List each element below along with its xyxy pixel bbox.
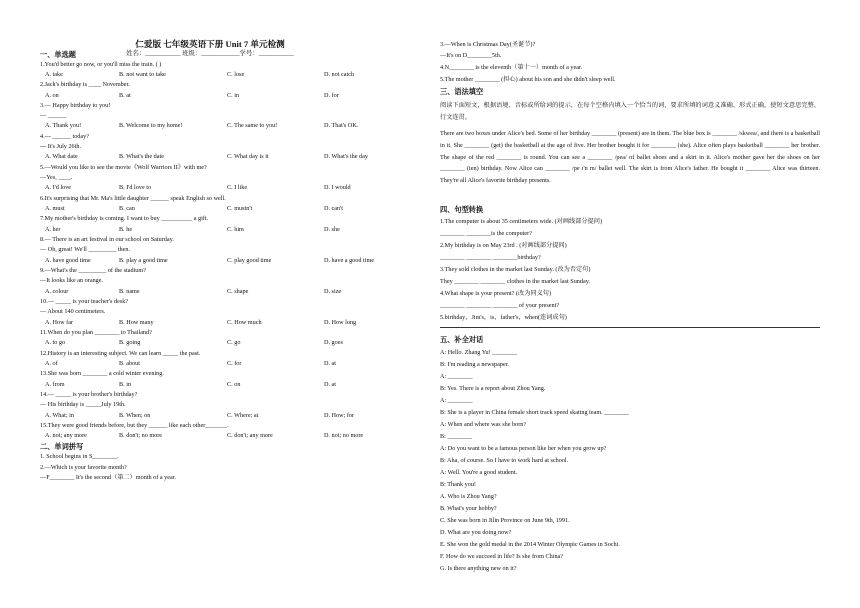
answer-option: C. The same to you! bbox=[227, 122, 278, 129]
answer-option: B. not want to take bbox=[119, 71, 166, 78]
student-info-line: 姓名：___________ 班级：____________学号：___________ bbox=[126, 50, 294, 57]
question-line: 3.— Happy birthday to you! bbox=[40, 102, 111, 109]
question-line: — His birthday is _____July 19th. bbox=[40, 401, 126, 408]
question-line: A: Do you want to be a famous person like her when you grow up? bbox=[440, 445, 607, 452]
answer-option: A. take bbox=[45, 71, 63, 78]
question-line: 10.— _____ is your teacher's desk? bbox=[40, 298, 129, 305]
answer-option: D. What's the day bbox=[324, 153, 368, 160]
answer-option: B. he bbox=[119, 226, 133, 233]
answer-option: D. for bbox=[324, 92, 339, 99]
question-line: — Oh, great! We'll _________ then. bbox=[40, 246, 131, 253]
answer-option: A. from bbox=[45, 381, 65, 388]
question-line: 1. School begins in S________. bbox=[40, 453, 119, 460]
question-line: B: Yes. There is a report about Zhou Yang. bbox=[440, 385, 546, 392]
answer-option: B. When; on bbox=[119, 412, 151, 419]
answer-option: D. size bbox=[324, 288, 342, 295]
answer-option: B. can bbox=[119, 205, 135, 212]
answer-option: C. him bbox=[227, 226, 244, 233]
answer-option: C. What day is it bbox=[227, 153, 269, 160]
question-line: 5.—Would you like to see the movie《Wolf Warriors II》with me? bbox=[40, 164, 207, 171]
section-heading: 四、句型转换 bbox=[440, 206, 484, 214]
question-line: A: When and where was she born? bbox=[440, 421, 527, 428]
answer-option: C. play good time bbox=[227, 257, 272, 264]
question-line: 5.The mother ________ (担心) about his son and she didn't sleep well. bbox=[440, 76, 616, 83]
question-line: B: ________ bbox=[440, 433, 473, 440]
answer-option: B. at bbox=[119, 92, 131, 99]
answer-option: D. How; for bbox=[324, 412, 355, 419]
grammar-instruction: 阅读下面短文，根据语境、音标或所给词的提示，在每个空格内填入一个恰当的词，要求所填的词意义准确、形式正确，使短文意思完整、行文连贯。 bbox=[440, 102, 820, 121]
answer-option: B. don't; no more bbox=[119, 432, 163, 439]
answer-option: A. How far bbox=[45, 319, 74, 326]
question-line: 4.What shape is your present? (改为同义句) bbox=[440, 290, 552, 297]
question-line: 8.— There is an art festival in our school on Saturday. bbox=[40, 236, 174, 243]
question-line: A: ________ bbox=[440, 373, 473, 380]
question-line: 9.—What's the _________ of the stadium? bbox=[40, 267, 146, 274]
answer-option: B. name bbox=[119, 288, 140, 295]
answer-option: C. shape bbox=[227, 288, 249, 295]
answer-option: D. not; no more bbox=[324, 432, 364, 439]
answer-option: B. Welcome to my home! bbox=[119, 122, 183, 129]
section-heading: 三、语法填空 bbox=[440, 88, 484, 96]
question-line: A: ________ bbox=[440, 397, 473, 404]
question-line: A: Well. You're a good student. bbox=[440, 469, 518, 476]
question-line: E. She won the gold medal in the 2014 Winter Olympic Games in Sochi. bbox=[440, 541, 620, 548]
question-line: — ______ bbox=[40, 112, 67, 119]
question-line: 3.—When is Christmas Day(圣诞节)? bbox=[440, 41, 536, 48]
question-line: 5.birthday，Jim's，is，father's，when(连词成句) bbox=[440, 314, 567, 321]
answer-option: C. don't; any more bbox=[227, 432, 273, 439]
answer-option: C. in bbox=[227, 92, 240, 99]
question-line: --- It's July 26th. bbox=[40, 143, 81, 150]
answer-option: C. How much bbox=[227, 319, 262, 326]
answer-option: A. her bbox=[45, 226, 61, 233]
answer-option: D. at bbox=[324, 360, 337, 367]
question-line: B: Aha, of course. So I have to work hard at school. bbox=[440, 457, 569, 464]
answer-option: B. in bbox=[119, 381, 132, 388]
section-heading: 二、单词拼写 bbox=[40, 443, 84, 451]
answer-option: C. I like bbox=[227, 184, 248, 191]
question-line: G. Is there anything new on it? bbox=[440, 565, 517, 572]
question-line: —It looks like an orange. bbox=[40, 277, 104, 284]
answer-option: D. at bbox=[324, 381, 337, 388]
divider-line bbox=[440, 327, 820, 328]
answer-option: A. must bbox=[45, 205, 65, 212]
question-line: A: Hello. Zhang Yu! ________ bbox=[440, 349, 517, 356]
question-line: 14.— _____ is your brother's birthday? bbox=[40, 391, 138, 398]
question-line: 12.History is an interesting subject. We can learn _____ the past. bbox=[40, 350, 201, 357]
answer-option: D. That's OK. bbox=[324, 122, 359, 129]
question-line: 1.The computer is about 35 centimeters wide. (对画线部分提问) bbox=[440, 218, 603, 225]
answer-option: A. I'd love bbox=[45, 184, 72, 191]
question-line: ________ ________is the computer? bbox=[440, 230, 532, 237]
question-line: They ________ ________ clothes in the market last Sunday. bbox=[440, 278, 590, 285]
question-line: 4.--- ______ today? bbox=[40, 133, 89, 140]
answer-option: A. Thank you! bbox=[45, 122, 82, 129]
question-line: —F________ It's the second（第二）month of a year. bbox=[40, 474, 177, 481]
answer-option: D. How long bbox=[324, 319, 357, 326]
page-title: 仁爱版 七年级英语下册 Unit 7 单元检测 bbox=[135, 39, 285, 49]
answer-option: D. she bbox=[324, 226, 340, 233]
answer-option: B. What's the date bbox=[119, 153, 164, 160]
question-line: B: She is a player in China female short track speed skating team. ________ bbox=[440, 409, 630, 416]
answer-option: B. going bbox=[119, 339, 141, 346]
answer-option: A. What date bbox=[45, 153, 78, 160]
answer-option: B. How many bbox=[119, 319, 154, 326]
question-line: 3.They sold clothes in the market last Sunday. (改为否定句) bbox=[440, 266, 591, 273]
question-line: A. Who is Zhou Yang? bbox=[440, 493, 497, 500]
section-heading: 一、单选题 bbox=[40, 51, 76, 59]
question-line: 4.N________ is the eleventh（第十一）month of a year. bbox=[440, 64, 583, 71]
answer-option: C. for bbox=[227, 360, 242, 367]
question-line: 7.My mother's birthday is coming. I want to buy __________ a gift. bbox=[40, 215, 209, 222]
answer-option: C. go bbox=[227, 339, 241, 346]
answer-option: A. colour bbox=[45, 288, 69, 295]
question-line: 2.My birthday is on May 23rd . (对画线部分提问) bbox=[440, 242, 567, 249]
question-line: 6.It's surprising that Mr. Ma's little daughter ______ speak English so well. bbox=[40, 195, 226, 202]
question-line: B. What's your hobby? bbox=[440, 505, 497, 512]
answer-option: D. can't bbox=[324, 205, 343, 212]
answer-option: A. What; in bbox=[45, 412, 74, 419]
answer-option: A. to go bbox=[45, 339, 66, 346]
question-line: ________ ________ ________birthday? bbox=[440, 254, 541, 261]
answer-option: A. have good time bbox=[45, 257, 91, 264]
question-line: 11.When do you plan ________ to Thailand? bbox=[40, 329, 152, 336]
question-line: 2.Jack's birthday is ____ November. bbox=[40, 81, 130, 88]
answer-option: D. I would bbox=[324, 184, 351, 191]
question-line: F. How do we succeed in life? Is she from China? bbox=[440, 553, 564, 560]
answer-option: D. goes bbox=[324, 339, 343, 346]
answer-option: C. mustn't bbox=[227, 205, 253, 212]
question-line: —It's on D________5th. bbox=[440, 52, 502, 59]
question-line: —Yes, ____. bbox=[40, 174, 73, 181]
grammar-passage: There are two boxes under Alice's bed. Some of her birthday ________ (present) are in them. The blue box is ________ /skwea/, and there is a basketball in it. She ________ (get) the basketball at the age of five. Her brother bought it for ________ (she). Alice often plays basketball ________ her brother. The shape of the red ________ is round. You can see a ________ /pea/ of ballet shoes and a skirt in it. Alice's mother gave her the shoes on her ________ (ten) birthday. Now Alice can ________ /pe ɪ'n m/ ballet well. The skirt is from Alice's father. He bought it ________ Alice was thirteen. They're all Alice's favorite birthday presents. bbox=[440, 130, 820, 185]
answer-option: D. not catch bbox=[324, 71, 355, 78]
question-line: — About 140 centimeters. bbox=[40, 308, 106, 315]
question-line: ________ ________ ________ of your present? bbox=[440, 302, 560, 309]
answer-option: B. about bbox=[119, 360, 140, 367]
answer-option: A. of bbox=[45, 360, 58, 367]
answer-option: D. have a good time bbox=[324, 257, 375, 264]
question-line: B: Thank you! bbox=[440, 481, 476, 488]
question-line: D. What are you doing now? bbox=[440, 529, 512, 536]
question-line: 13.She was born ________ a cold winter evening. bbox=[40, 370, 164, 377]
question-line: 2.—Which is your favorite month? bbox=[40, 464, 127, 471]
answer-option: A. on bbox=[45, 92, 59, 99]
answer-option: C. on bbox=[227, 381, 241, 388]
answer-option: C. lose bbox=[227, 71, 245, 78]
question-line: 1.You'd better go now, or you'll miss the train. ( ) bbox=[40, 61, 162, 68]
question-line: 15.They were good friends before, but they ______ like each other_______. bbox=[40, 422, 229, 429]
answer-option: A. not; any more bbox=[45, 432, 87, 439]
answer-option: B. play a good time bbox=[119, 257, 168, 264]
section-heading: 五、补全对话 bbox=[440, 336, 484, 344]
question-line: B: I'm reading a newspaper. bbox=[440, 361, 509, 368]
answer-option: B. I'd love to bbox=[119, 184, 152, 191]
question-line: C. She was born in Jilin Province on June 9th, 1991. bbox=[440, 517, 570, 524]
answer-option: C. Where; at bbox=[227, 412, 259, 419]
